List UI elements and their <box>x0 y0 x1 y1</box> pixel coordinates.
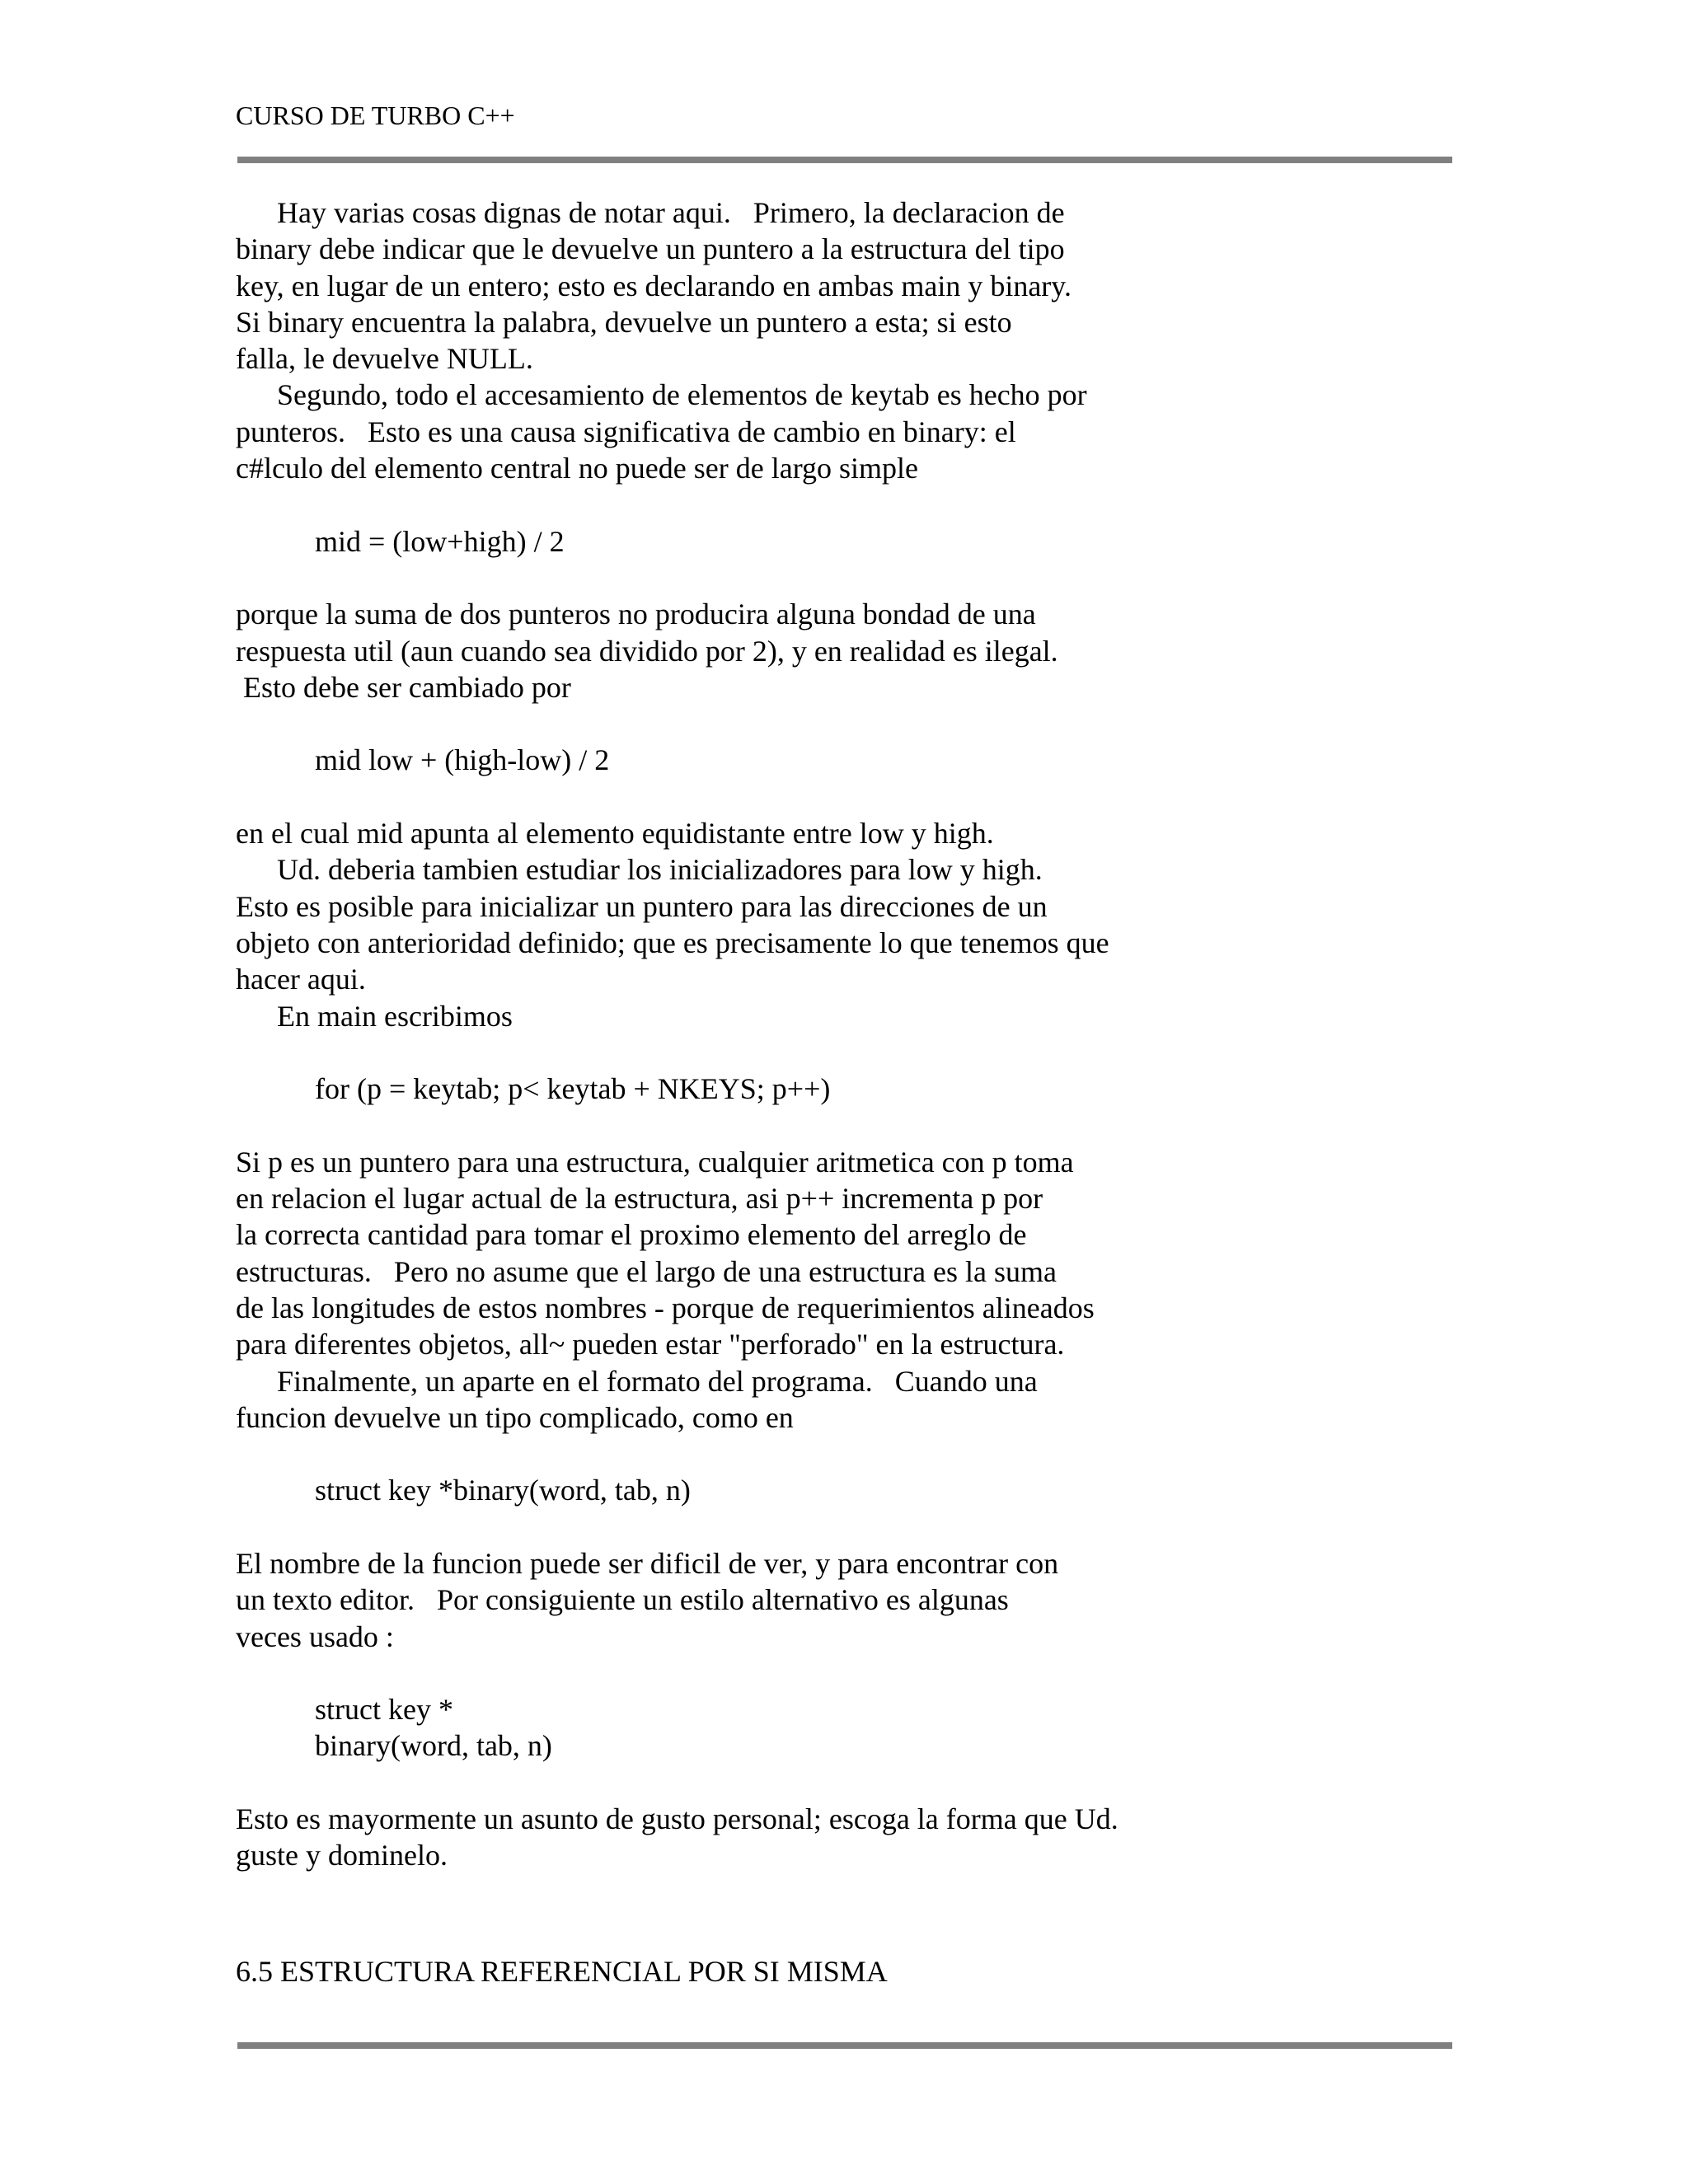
text-line: funcion devuelve un tipo complicado, como en <box>236 1400 794 1434</box>
code-line: mid = (low+high) / 2 <box>315 524 565 558</box>
text-line: key, en lugar de un entero; esto es declarando en ambas main y binary. <box>236 269 1071 302</box>
text-line: veces usado : <box>236 1619 394 1653</box>
text-line: binary debe indicar que le devuelve un puntero a la estructura del tipo <box>236 232 1065 266</box>
code-line: struct key *binary(word, tab, n) <box>315 1474 691 1507</box>
text-line: respuesta util (aun cuando sea dividido por 2), y en realidad es ilegal. <box>236 634 1058 668</box>
blank-line <box>236 779 1456 815</box>
blank-line <box>236 1655 1456 1691</box>
text-line: punteros. Esto es una causa significativa de cambio en binary: el <box>236 415 1016 448</box>
text-line: Ud. deberia tambien estudiar los inicializadores para low y high. <box>277 853 1043 887</box>
text-line: El nombre de la funcion puede ser dificil de ver, y para encontrar con <box>236 1546 1059 1580</box>
text-line: hacer aqui. <box>236 963 366 996</box>
blank-line <box>236 1765 1456 1801</box>
text-line: en relacion el lugar actual de la estructura, asi p++ incrementa p por <box>236 1182 1043 1216</box>
section-heading: 6.5 ESTRUCTURA REFERENCIAL POR SI MISMA <box>236 1955 888 1988</box>
text-line: para diferentes objetos, all~ pueden estar "perforado" en la estructura. <box>236 1328 1065 1361</box>
body-text <box>236 194 1456 1874</box>
text-line: Hay varias cosas dignas de notar aqui. Primero, la declaracion de <box>277 196 1065 229</box>
text-line: de las longitudes de estos nombres - porque de requerimientos alineados <box>236 1291 1095 1324</box>
blank-line <box>236 1107 1456 1143</box>
code-line: mid low + (high-low) / 2 <box>315 743 610 777</box>
running-header: CURSO DE TURBO C++ <box>236 101 515 130</box>
text-line: Esto es posible para inicializar un puntero para las direcciones de un <box>236 889 1048 923</box>
blank-line <box>236 705 1456 742</box>
text-line: objeto con anterioridad definido; que es precisamente lo que tenemos que <box>236 926 1109 959</box>
text-line: En main escribimos <box>277 999 513 1033</box>
code-line: binary(word, tab, n) <box>315 1729 552 1763</box>
header-rule <box>237 157 1452 163</box>
blank-line <box>236 1436 1456 1472</box>
text-line: Segundo, todo el accesamiento de elementos de keytab es hecho por <box>277 378 1087 412</box>
text-line: falla, le devuelve NULL. <box>236 342 533 376</box>
text-line: la correcta cantidad para tomar el proximo elemento del arreglo de <box>236 1218 1027 1252</box>
text-line: en el cual mid apunta al elemento equidistante entre low y high. <box>236 817 994 851</box>
text-line: Esto es mayormente un asunto de gusto personal; escoga la forma que Ud. <box>236 1802 1118 1836</box>
text-line: porque la suma de dos punteros no producira alguna bondad de una <box>236 598 1036 631</box>
text-line: Si binary encuentra la palabra, devuelve un puntero a esta; si esto <box>236 305 1012 339</box>
blank-line <box>236 560 1456 596</box>
code-line: struct key * <box>315 1693 453 1727</box>
blank-line <box>236 1509 1456 1545</box>
text-line: Si p es un puntero para una estructura, cualquier aritmetica con p toma <box>236 1145 1074 1179</box>
footer-rule <box>237 2042 1452 2049</box>
text-line: guste y dominelo. <box>236 1839 448 1872</box>
text-line: un texto editor. Por consiguiente un estilo alternativo es algunas <box>236 1583 1009 1617</box>
text-line: Esto debe ser cambiado por <box>243 670 571 704</box>
text-line: estructuras. Pero no asume que el largo de una estructura es la suma <box>236 1254 1057 1288</box>
text-line: Finalmente, un aparte en el formato del programa. Cuando una <box>277 1364 1038 1398</box>
blank-line <box>236 1034 1456 1071</box>
text-line: c#lculo del elemento central no puede ser de largo simple <box>236 452 919 485</box>
code-line: for (p = keytab; p< keytab + NKEYS; p++) <box>315 1072 831 1106</box>
blank-line <box>236 486 1456 523</box>
